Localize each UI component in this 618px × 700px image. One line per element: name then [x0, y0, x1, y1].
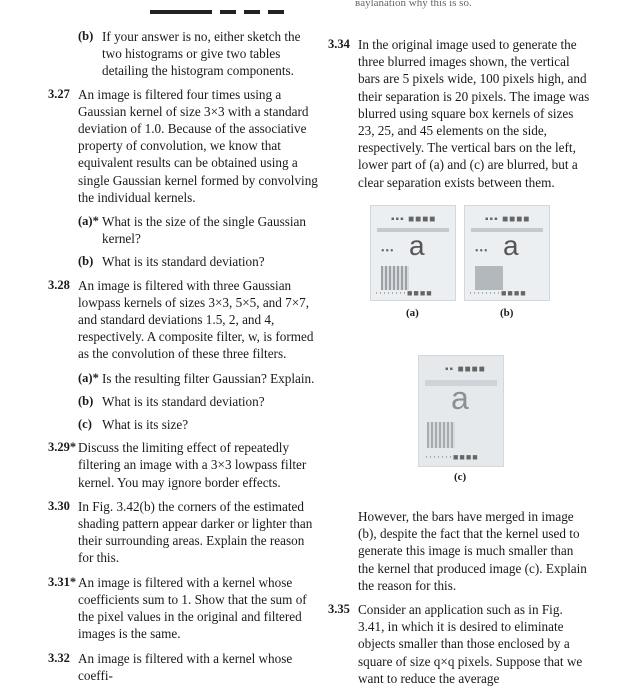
item-label: (b): [78, 29, 94, 43]
problem-number: 3.35: [328, 602, 350, 617]
item-label: (a)*: [78, 214, 99, 229]
problem-number: 3.34: [328, 37, 350, 51]
blurred-dot-row: •••: [475, 246, 489, 257]
problem-3-30: [48, 498, 318, 567]
cropped-header-rule: [150, 4, 310, 18]
problem-3-28: [48, 277, 318, 363]
problem-3-31: [48, 574, 318, 643]
merged-vertical-bars: [475, 266, 503, 290]
problem-3-27-b: [48, 253, 318, 270]
figure-caption-a: (a): [406, 307, 419, 319]
figure-caption-c: (c): [454, 471, 467, 483]
blurred-letter: a: [409, 230, 425, 261]
blurred-letter: a: [451, 380, 469, 416]
problem-text: An image is filtered with a kernel whose coefficients sum to 1. Show that the sum of the pixel values in the original and filtered images is the same.: [78, 574, 307, 642]
cropped-top-snippet: вaylanation why this is so.: [355, 0, 472, 9]
item-label: (a)*: [78, 370, 99, 385]
figure-image-b: [464, 205, 550, 301]
problem-text: However, the bars have merged in image (b), despite the fact that the kernel used to generate this image is much smaller than the kernel that produced image (c). Explain the reason for this.: [358, 509, 587, 593]
problem-text: An image is filtered with a kernel whose coeffi-: [78, 650, 293, 683]
blurred-dot-row: •••: [381, 246, 395, 257]
problem-text: In the original image used to generate the three blurred images shown, the vertical bars are 5 pixels wide, 100 pixels high, and their separation is 20 pixels. The image was blurred using square box kernels of sizes 23, 25, and 45 elements on the side, respectively. The vertical bars on the left, lower part of (a) and (c) are blurred, but a clear separation exists between them.: [358, 37, 590, 190]
problem-3-28-c: [48, 416, 318, 433]
item-text: What is the size of the single Gaussian kernel?: [102, 214, 306, 247]
problem-text: Discuss the limiting effect of repeatedly filtering an image with a 3×3 lowpass filter kernel. You may ignore border effects.: [78, 440, 307, 490]
blurred-letter: a: [503, 230, 519, 261]
right-column-bottom: [328, 508, 590, 694]
right-column-top: [328, 36, 590, 198]
problem-3-35: [328, 601, 590, 687]
problem-number: 3.32: [48, 650, 70, 665]
problem-text: Consider an application such as in Fig. 3.41, in which it is desired to eliminate objects smaller than those enclosed by a square of size q×q pixels. Suppose that we want to reduce the average: [358, 602, 583, 686]
blurred-dot-row: ········■■■■: [469, 288, 527, 298]
problem-text: In Fig. 3.42(b) the corners of the estimated shading pattern appear darker or lighter than their surrounding areas. Explain the reason for this.: [78, 498, 313, 566]
blurred-images-figure: [370, 205, 610, 485]
item-text: What is its standard deviation?: [102, 254, 265, 270]
problem-number: 3.29*: [48, 440, 77, 455]
blurred-vertical-bars: [381, 266, 409, 290]
problem-3-32: [48, 650, 318, 684]
item-label: (b): [78, 393, 94, 408]
problem-3-28-a: [48, 370, 318, 387]
problem-3-34-continued: [328, 508, 590, 594]
blurred-dot-row: ▪▪ ■■■■: [445, 364, 486, 375]
problem-number: 3.30: [48, 498, 70, 513]
item-text: What is its standard deviation?: [102, 393, 265, 409]
blurred-dot-row: ▪▪▪ ■■■■: [391, 214, 437, 225]
item-label: (c): [78, 417, 92, 432]
item-text: If your answer is no, either sketch the two histograms or give two tables detailing the histogram components.: [102, 29, 301, 79]
figure-caption-b: (b): [500, 307, 514, 319]
problem-number: 3.27: [48, 86, 70, 101]
blurred-dot-row: ▪▪▪ ■■■■: [485, 214, 531, 225]
left-column: [48, 28, 318, 691]
problem-number: 3.28: [48, 277, 70, 292]
problem-3-29: [48, 439, 318, 491]
item-b-continued: [48, 28, 318, 80]
problem-text: An image is filtered four times using a Gaussian kernel of size 3×3 with a standard deviation of 1.0. Because of the associative property of convolution, we know that equivalent results can be obtained using a single Gaussian kernel formed by convolving the individual kernels.: [78, 86, 318, 205]
figure-image-c: [418, 355, 504, 467]
blurred-dot-row: ·······■■■■: [425, 452, 479, 462]
problem-number: 3.31*: [48, 574, 77, 589]
problem-3-28-b: [48, 393, 318, 410]
item-text: What is its size?: [102, 417, 189, 433]
blurred-vertical-bars: [427, 422, 455, 448]
item-text: Is the resulting filter Gaussian? Explain.: [102, 370, 315, 386]
figure-image-a: [370, 205, 456, 301]
blurred-dot-row: ········■■■■: [375, 288, 433, 298]
problem-3-34: [328, 36, 590, 191]
problem-3-27-a: [48, 213, 318, 247]
item-label: (b): [78, 254, 94, 269]
problem-text: An image is filtered with three Gaussian lowpass kernels of sizes 3×3, 5×5, and 7×7, and standard deviations 1.5, 2, and 4, respectively. A composite filter, w, is formed as the convolution of these three filters.: [78, 277, 314, 362]
problem-3-27: [48, 86, 318, 206]
